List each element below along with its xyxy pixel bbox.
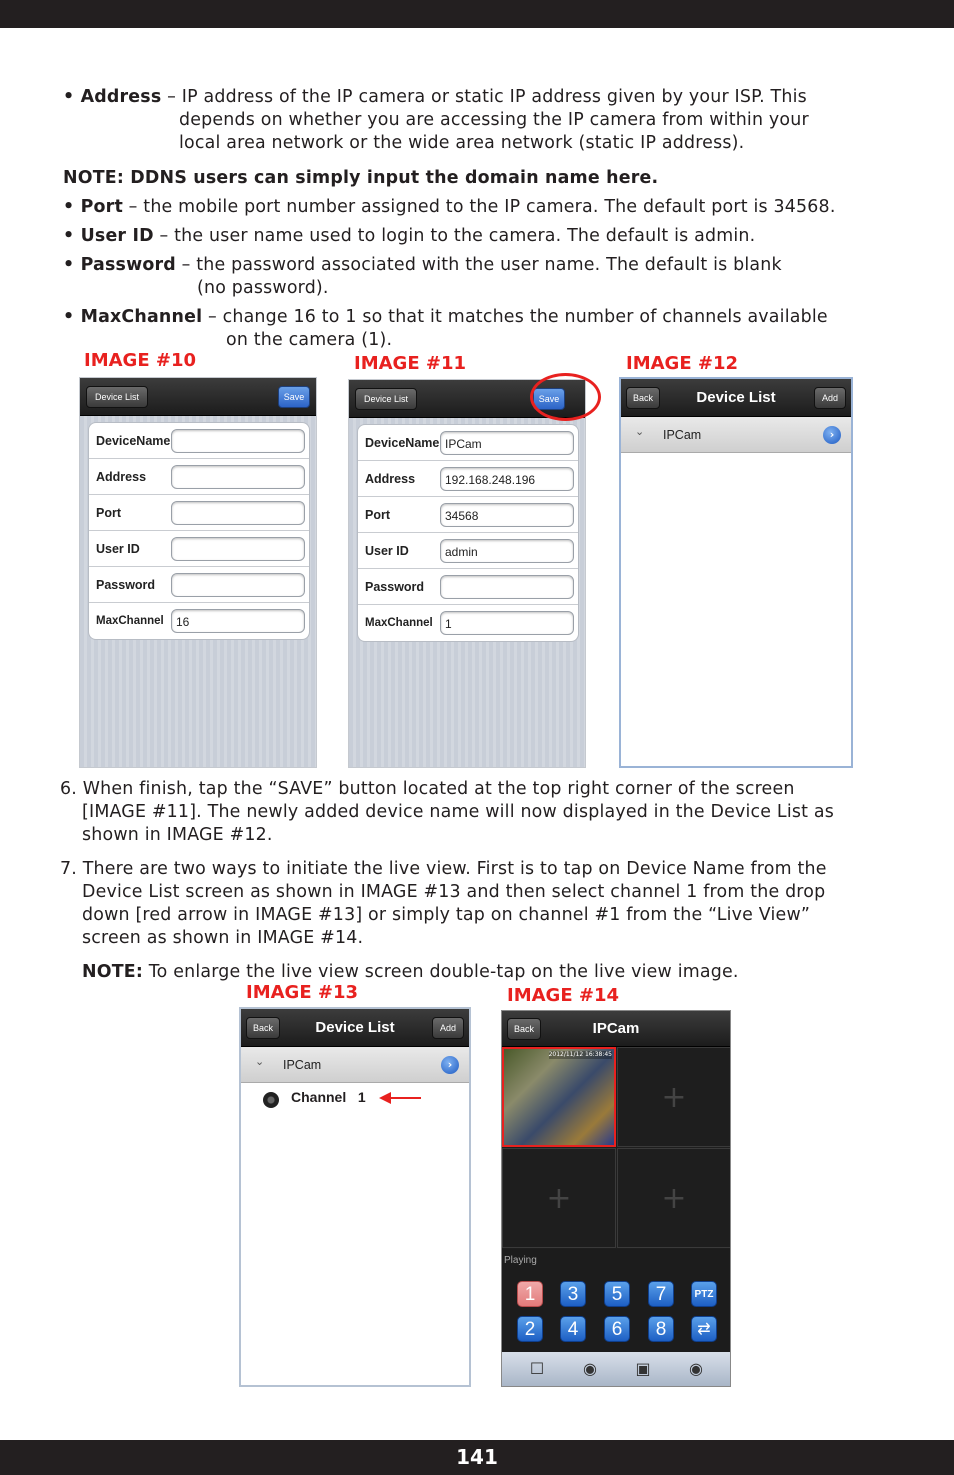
image10-label: IMAGE #10 [84,350,197,371]
image10-navbar [80,378,316,416]
field-label: User ID [96,542,140,556]
port-input[interactable]: 34568 [440,503,574,527]
maxchannel-desc-2: on the camera (1). [226,330,393,350]
live-view-note [82,961,739,984]
image11-screen [348,379,586,768]
page-number-bar [0,1440,954,1475]
maxchannel-term: • MaxChannel [63,307,203,327]
userid-desc: – the user name used to login to the camera. The default is admin. [153,226,756,246]
step7-line3: down [red arrow in IMAGE #13] or simply tap on channel #1 from the “Live View” [82,905,811,925]
address-term: • Address [63,87,162,107]
navbar-title: IPCam [592,1020,640,1037]
field-label: Port [365,508,390,522]
image12-navbar [621,379,851,417]
field-label: Password [365,580,425,594]
form-row [89,459,309,495]
image13-screen [239,1007,471,1387]
port-bullet [63,196,836,219]
password-desc-2: (no password). [197,278,329,298]
add-channel-icon[interactable]: + [617,1148,731,1248]
back-button[interactable]: Back [507,1018,541,1040]
image11-label: IMAGE #11 [354,353,467,374]
red-arrow-shaft [389,1097,421,1099]
maxchannel-input[interactable]: 16 [171,609,305,633]
step6-line1: 6. When finish, tap the “SAVE” button located at the top right corner of the screen [60,779,795,799]
password-desc-1: – the password associated with the user name. The default is blank [175,255,782,275]
port-desc: – the mobile port number assigned to the IP camera. The default port is 34568. [122,197,836,217]
ptz-button[interactable]: PTZ [691,1281,717,1307]
form-row [358,497,578,533]
maxchannel-bullet [63,306,828,329]
save-button[interactable]: Save [533,388,565,410]
fullscreen-icon[interactable]: ☐ [529,1359,545,1378]
back-button[interactable]: Back [246,1017,280,1039]
channel-1-live-view[interactable] [502,1047,616,1147]
port-input[interactable] [171,501,305,525]
form-row [358,461,578,497]
camera-icon [263,1092,279,1108]
userid-term: • User ID [63,226,154,246]
field-label: Port [96,506,121,520]
userid-input[interactable] [171,537,305,561]
device-name: IPCam [663,428,702,442]
channel-button-8[interactable]: 8 [648,1316,674,1342]
field-label: Address [365,472,416,486]
image10-form [88,422,310,640]
step7-line2: Device List screen as shown in IMAGE #13 and then select channel 1 from the drop [82,882,826,902]
device-row[interactable] [621,417,851,453]
disclosure-icon[interactable]: › [823,426,841,444]
field-label: DeviceName [365,436,440,450]
form-row [358,569,578,605]
field-label: MaxChannel [96,615,164,627]
address-desc-3: local area network or the wide area network (static IP address). [179,133,745,153]
status-text: Playing [504,1255,537,1266]
form-row [358,533,578,569]
devicename-input[interactable] [171,429,305,453]
form-row [89,567,309,603]
address-desc-1: IP address of the IP camera or static IP address given by your ISP. This [181,87,807,107]
image13-navbar [241,1009,469,1047]
image13-label: IMAGE #13 [246,982,359,1003]
image12-screen [619,377,853,768]
navbar-title: Device List [315,1019,395,1036]
step6-line2: [IMAGE #11]. The newly added device name will now displayed in the Device List as [82,802,834,822]
address-desc-2: depends on whether you are accessing the IP camera from within your [179,110,809,130]
navbar-title: Device List [696,389,776,406]
maxchannel-desc-1: – change 16 to 1 so that it matches the number of channels available [202,307,828,327]
chevron-down-icon: ⌄ [635,425,645,438]
channel-button-3[interactable]: 3 [560,1281,586,1307]
devicename-input[interactable]: IPCam [440,431,574,455]
image12-label: IMAGE #12 [626,353,739,374]
chevron-down-icon: ⌄ [255,1055,265,1068]
address-bullet [63,86,807,109]
image14-label: IMAGE #14 [507,985,620,1006]
channel-button-2[interactable]: 2 [517,1316,543,1342]
image14-screen [501,1010,731,1387]
userid-bullet [63,225,755,248]
device-list-back-button[interactable]: Device List [86,386,148,408]
image11-form [357,424,579,642]
note-label: NOTE: [82,962,144,982]
page-number: 141 [456,1445,498,1469]
top-bar [0,0,954,28]
note-text: To enlarge the live view screen double-tap on the live view image. [143,962,739,982]
disclosure-icon[interactable]: › [441,1056,459,1074]
record-icon[interactable]: ▣ [635,1359,651,1378]
snapshot-icon[interactable]: ◉ [583,1359,597,1378]
add-channel-icon[interactable]: + [502,1148,616,1248]
password-input[interactable] [171,573,305,597]
address-dash: – [161,87,182,107]
device-row[interactable] [241,1047,469,1083]
channel-1-item[interactable]: Channel 1 [291,1089,366,1105]
form-row [358,425,578,461]
channel-button-1[interactable]: 1 [517,1281,543,1307]
step6-line3: shown in IMAGE #12. [82,825,273,845]
audio-icon[interactable]: ◉ [689,1359,703,1378]
password-term: • Password [63,255,176,275]
form-row [89,531,309,567]
userid-input[interactable]: admin [440,539,574,563]
bottom-toolbar [502,1352,730,1386]
image14-navbar [502,1011,730,1047]
channel-button-7[interactable]: 7 [648,1281,674,1307]
address-input[interactable] [171,465,305,489]
save-button[interactable]: Save [278,386,310,408]
password-bullet [63,254,782,277]
channel-button-5[interactable]: 5 [604,1281,630,1307]
image10-screen [79,377,317,768]
field-label: User ID [365,544,409,558]
step7-line4: screen as shown in IMAGE #14. [82,928,364,948]
ddns-note: NOTE: DDNS users can simply input the domain name here. [63,168,659,188]
form-row [358,605,578,641]
field-label: Password [96,578,156,592]
password-input[interactable] [440,575,574,599]
form-row [89,423,309,459]
add-button[interactable]: Add [432,1017,464,1039]
live-view-grid [502,1047,731,1249]
back-button[interactable]: Back [626,387,660,409]
device-name: IPCam [283,1058,322,1072]
step7-line1: 7. There are two ways to initiate the live view. First is to tap on Device Name from the [60,859,827,879]
add-channel-icon[interactable]: + [617,1047,731,1147]
maxchannel-input[interactable]: 1 [440,611,574,635]
channel-button-4[interactable]: 4 [560,1316,586,1342]
timestamp: 2012/11/12 16:38:45 [548,1051,612,1058]
form-row [89,603,309,639]
form-row [89,495,309,531]
field-label: DeviceName [96,434,171,448]
red-arrow-icon [379,1092,391,1104]
add-button[interactable]: Add [814,387,846,409]
address-input[interactable]: 192.168.248.196 [440,467,574,491]
field-label: MaxChannel [365,617,433,629]
swap-icon[interactable]: ⇄ [691,1316,717,1342]
channel-button-6[interactable]: 6 [604,1316,630,1342]
port-term: • Port [63,197,123,217]
save-highlight-circle [530,373,601,421]
field-label: Address [96,470,147,484]
device-list-back-button[interactable]: Device List [355,388,417,410]
